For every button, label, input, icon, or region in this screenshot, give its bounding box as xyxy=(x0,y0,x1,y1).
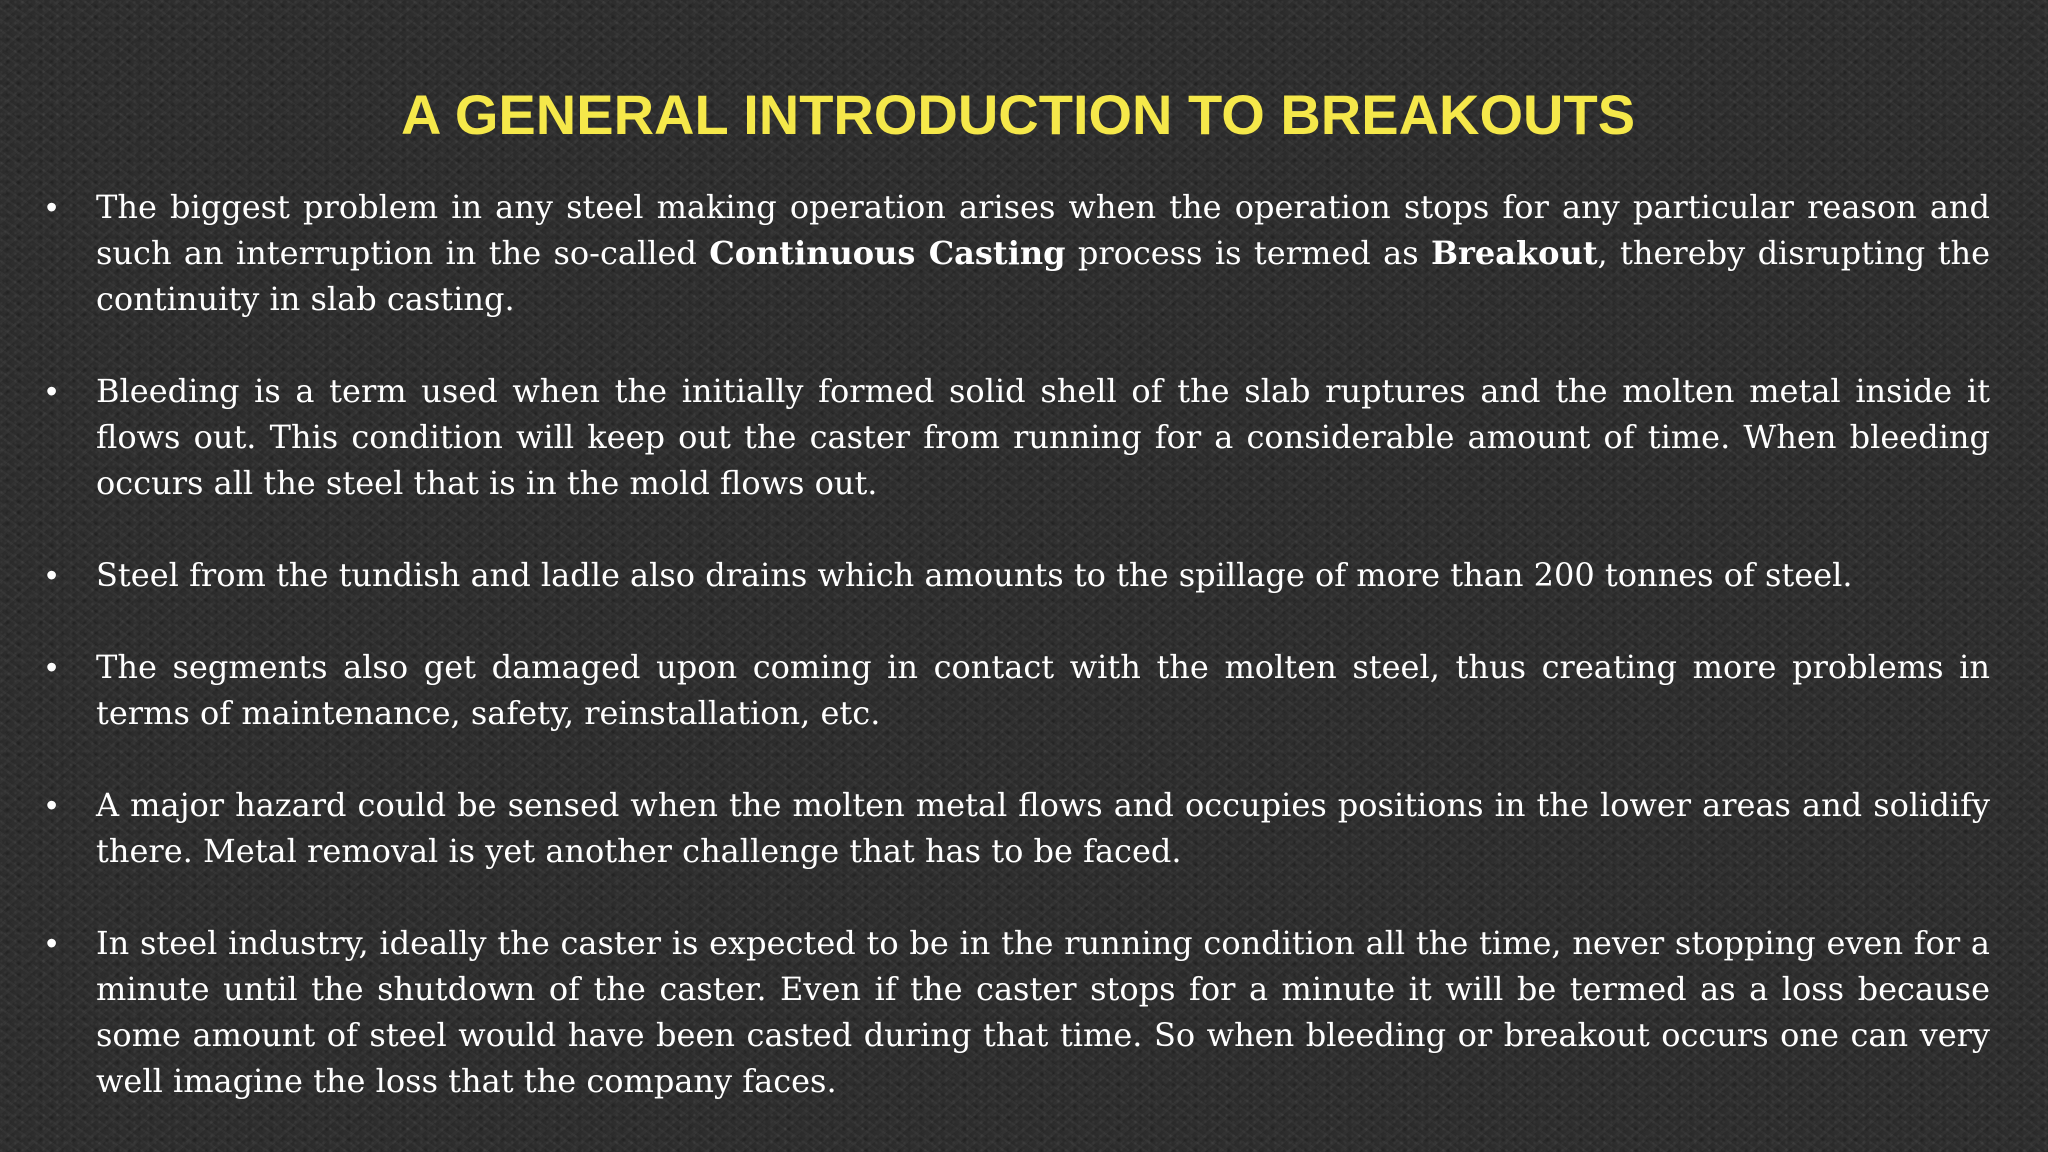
bullet-item xyxy=(46,552,1990,598)
bullet-item xyxy=(46,920,1990,1104)
bullet-text-segment: The biggest problem in any steel making operation arises when the operation stops for any particular reason and such an interruption in the so-called xyxy=(96,188,1990,272)
bullet-icon: • xyxy=(46,373,58,409)
bullet-item xyxy=(46,782,1990,874)
bullet-bold-term: Breakout xyxy=(1430,234,1598,272)
bullet-icon: • xyxy=(46,787,58,823)
bullet-item xyxy=(46,184,1990,322)
bullet-bold-term: Continuous Casting xyxy=(709,234,1066,272)
bullet-icon: • xyxy=(46,189,58,225)
bullet-text-segment: , thereby disrupting the continuity in slab casting. xyxy=(96,234,1991,318)
bullet-text: A major hazard could be sensed when the molten metal flows and occupies positions in the lower areas and solidify there. Metal removal is yet another challenge that has to be faced. xyxy=(96,786,1990,870)
slide-title: A GENERAL INTRODUCTION TO BREAKOUTS xyxy=(400,83,1636,146)
bullet-text: Bleeding is a term used when the initially formed solid shell of the slab ruptures and the molten metal inside it flows out. This condition will keep out the caster from running for a considerable amount of time. When bleeding occurs all the steel that is in the mold flows out. xyxy=(96,372,1990,502)
bullet-item xyxy=(46,368,1990,506)
bullet-list xyxy=(46,184,1990,1150)
bullet-icon: • xyxy=(46,925,58,961)
bullet-icon: • xyxy=(46,557,58,593)
bullet-text: In steel industry, ideally the caster is expected to be in the running condition all the time, never stopping even for a minute until the shutdown of the caster. Even if the caster stops for a minute it will be termed as a loss because some amount of steel would have been casted during that time. So when bleeding or breakout occurs one can very well imagine the loss that the company faces. xyxy=(96,924,1990,1100)
bullet-text: The segments also get damaged upon coming in contact with the molten steel, thus creating more problems in terms of maintenance, safety, reinstallation, etc. xyxy=(96,648,1990,732)
bullet-text xyxy=(96,188,1990,318)
bullet-icon: • xyxy=(46,649,58,685)
bullet-text-segment: process is termed as xyxy=(1065,234,1431,272)
bullet-item xyxy=(46,644,1990,736)
bullet-text: Steel from the tundish and ladle also drains which amounts to the spillage of more than 200 tonnes of steel. xyxy=(96,556,1853,594)
